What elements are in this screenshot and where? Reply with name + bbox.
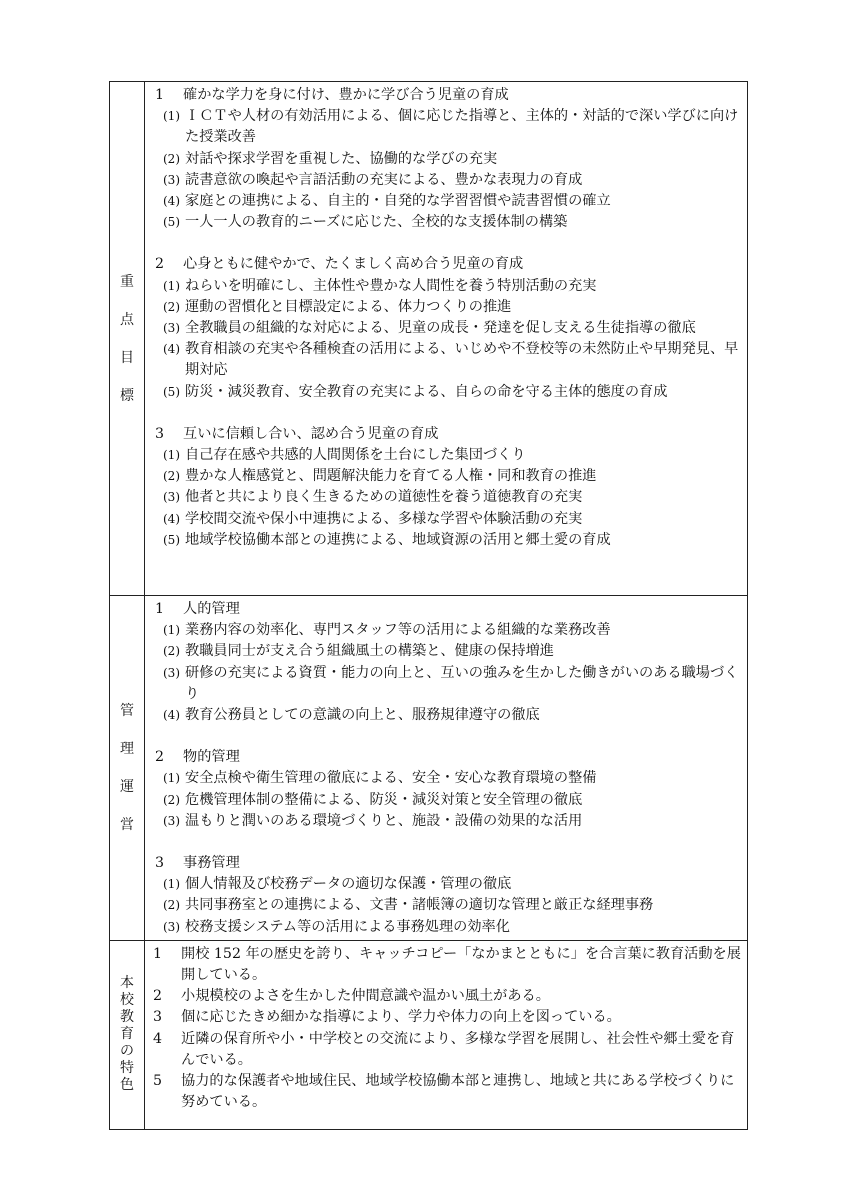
section-label-cell — [110, 82, 145, 596]
list-item: (1) 個人情報及び校務データの適切な保護・管理の徹底 — [163, 876, 512, 893]
list-item: (4) 学校間交流や保小中連携による、多様な学習や体験活動の充実 — [163, 510, 583, 527]
list-item: (4) 家庭との連携による、自主的・自発的な学習習慣や読書習慣の確立 — [163, 193, 611, 210]
section-label-cell — [110, 596, 145, 941]
list-item: (3) 他者と共により良く生きるための道徳性を養う道徳教育の充実 — [163, 489, 583, 506]
list-item: (1) ねらいを明確にし、主体性や豊かな人間性を養う特別活動の充実 — [163, 277, 597, 294]
feature-item: 1 開校 152 年の歴史を誇り、キャッチコピー「なかまとともに」を合言葉に教育活動を展開している。 — [153, 945, 741, 984]
section-label: 重 点 目 標 — [120, 273, 134, 404]
section-label-cell — [110, 940, 145, 1129]
list-item: (2) 教職員同士が支え合う組織風土の構築と、健康の保持増進 — [163, 643, 554, 660]
feature-item: 4 近隣の保育所や小・中学校との交流により、多様な学習を展開し、社会性や郷土愛を育んでいる。 — [153, 1030, 735, 1068]
list-item: (1) ＩＣＴや人材の有効活用による、個に応じた指導と、主体的・対話的で深い学びに向けた授業改善 — [163, 108, 739, 146]
section-row-management — [110, 596, 748, 941]
list-item: (1) 業務内容の効率化、専門スタッフ等の活用による組織的な業務改善 — [163, 622, 611, 639]
list-item: (3) 温もりと潤いのある環境づくりと、施設・設備の効果的な活用 — [163, 812, 583, 829]
list-item: (1) 安全点検や衛生管理の徹底による、安全・安心な教育環境の整備 — [163, 770, 597, 787]
feature-item: 3 個に応じたきめ細かな指導により、学力や体力の向上を図っている。 — [153, 1009, 621, 1026]
list-item: (2) 対話や探求学習を重視した、協働的な学びの充実 — [163, 150, 498, 167]
group-heading: 3 事務管理 — [155, 855, 240, 872]
section-content — [145, 82, 748, 596]
section-row-features — [110, 940, 748, 1129]
group-heading: 2 物的管理 — [155, 749, 240, 766]
list-item: (4) 教育相談の充実や各種検査の活用による、いじめや不登校等の未然防止や早期発見、早期対応 — [163, 341, 739, 379]
list-item: (2) 共同事務室との連携による、文書・諸帳簿の適切な管理と厳正な経理事務 — [163, 897, 654, 914]
list-item: (2) 豊かな人権感覚と、問題解決能力を育てる人権・同和教育の推進 — [163, 468, 597, 485]
group-heading: 3 互いに信頼し合い、認め合う児童の育成 — [155, 425, 439, 442]
section-content — [145, 596, 748, 941]
list-item: (2) 運動の習慣化と目標設定による、体力つくりの推進 — [163, 298, 512, 315]
list-item: (5) 防災・減災教育、安全教育の充実による、自らの命を守る主体的態度の育成 — [163, 383, 668, 400]
list-item: (4) 教育公務員としての意識の向上と、服務規律遵守の徹底 — [163, 707, 540, 724]
feature-item: 5 協力的な保護者や地域住民、地域学校協働本部と連携し、地域と共にある学校づくりに努めている。 — [153, 1073, 735, 1111]
feature-item: 2 小規模校のよさを生かした仲間意識や温かい風土がある。 — [153, 988, 550, 1005]
group-heading: 1 確かな学力を身に付け、豊かに学び合う児童の育成 — [155, 87, 509, 103]
list-item: (5) 一人一人の教育的ニーズに応じた、全校的な支援体制の構築 — [163, 214, 568, 231]
school-plan-table — [109, 81, 748, 1130]
section-label: 管 理 運 営 — [120, 702, 134, 833]
list-item: (3) 読書意欲の喚起や言語活動の充実による、豊かな表現力の育成 — [163, 171, 583, 188]
group-heading: 2 心身ともに健やかで、たくましく高め合う児童の育成 — [155, 256, 524, 273]
group-heading: 1 人的管理 — [155, 601, 240, 617]
list-item: (3) 研修の充実による資質・能力の向上と、互いの強みを生かした働きがいのある職場づくり — [163, 664, 739, 702]
list-item: (3) 全教職員の組織的な対応による、児童の成長・発達を促し支える生徒指導の徹底 — [163, 320, 696, 337]
section-row-goals — [110, 82, 748, 596]
section-label: 本 校 教 育 の 特 色 — [120, 975, 134, 1094]
list-item: (3) 校務支援システム等の活用による事務処理の効率化 — [163, 918, 510, 935]
list-item: (2) 危機管理体制の整備による、防災・減災対策と安全管理の徹底 — [163, 791, 583, 808]
list-item: (5) 地域学校協働本部との連携による、地域資源の活用と郷土愛の育成 — [163, 531, 611, 548]
list-item: (1) 自己存在感や共感的人間関係を土台にした集団づくり — [163, 447, 526, 464]
section-content — [145, 940, 748, 1129]
